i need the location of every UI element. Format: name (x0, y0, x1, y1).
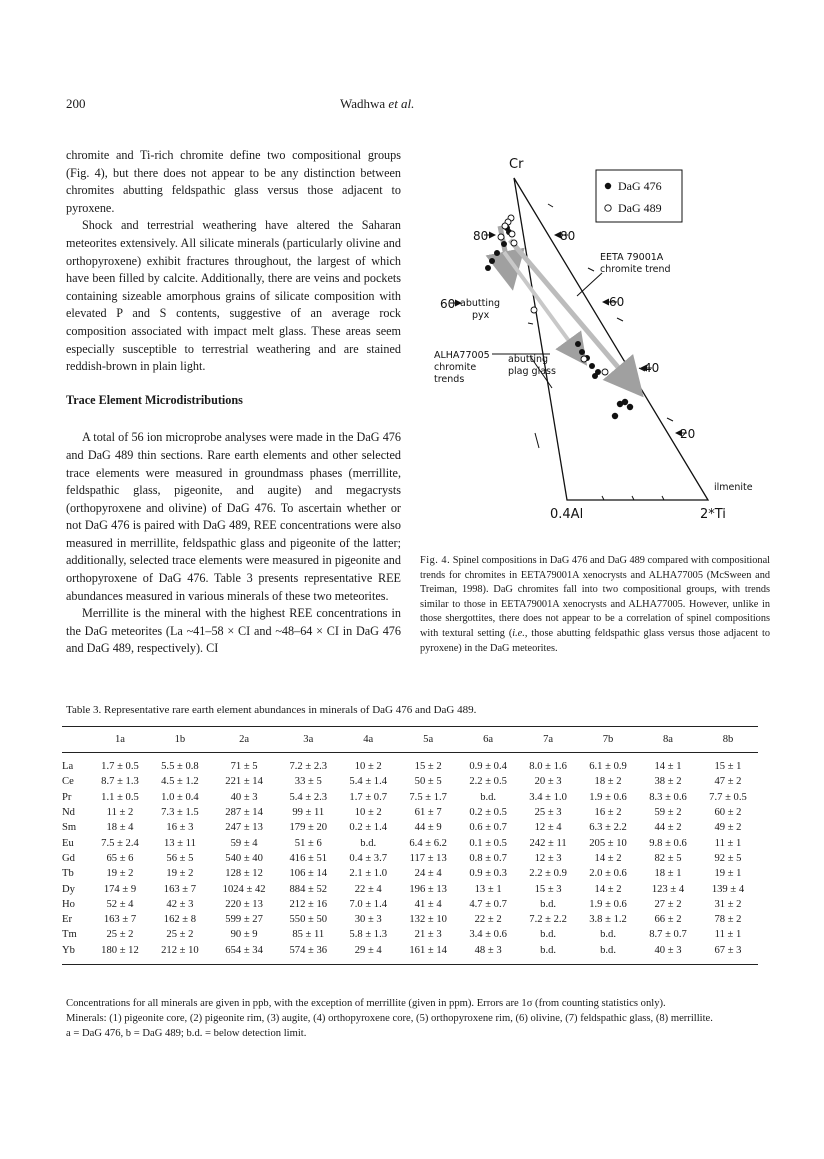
tick-label-right-20: 20 (680, 427, 696, 441)
table-cell: 14 ± 1 (654, 761, 682, 773)
table-cell: 128 ± 12 (225, 868, 263, 880)
table-cell: 0.9 ± 0.3 (469, 868, 507, 880)
ree-table-grid (62, 726, 758, 965)
table-cell: 3.4 ± 1.0 (529, 791, 567, 803)
table-header-cell: 8a (638, 727, 698, 753)
table-cell: 38 ± 2 (654, 776, 682, 788)
table-cell: 0.1 ± 0.5 (469, 837, 507, 849)
tick-label-right-80: 80 (560, 229, 576, 243)
table-cell: 19 ± 2 (166, 868, 194, 880)
table-cell: 15 ± 1 (714, 761, 742, 773)
corner-label-al: 0.4Al (550, 507, 584, 522)
label-abutting-pyx-1: abutting (460, 298, 501, 309)
table-cell: b.d. (600, 929, 616, 941)
table-cell: 92 ± 5 (714, 852, 742, 864)
table-cell: 132 ± 10 (409, 914, 447, 926)
table-cell: 22 ± 2 (474, 914, 502, 926)
table-cell: 179 ± 20 (289, 822, 328, 834)
table-cell: 0.6 ± 0.7 (469, 822, 507, 834)
table-row (62, 912, 758, 927)
tick-label-left-60: 60 (440, 297, 456, 311)
table-cell: 20 ± 3 (534, 776, 562, 788)
table-cell: 50 ± 5 (414, 776, 442, 788)
element-symbol-cell: Nd (62, 807, 75, 819)
table-cell: 65 ± 6 (106, 852, 134, 864)
table-row (62, 790, 758, 805)
table-cell: 8.0 ± 1.6 (529, 761, 567, 773)
paragraph-chromite: chromite and Ti-rich chromite define two compositional groups (Fig. 4), but there does not appear to be any distinction between chromites abutting feldspathic glass versus those adjacent to pyroxene. (66, 148, 401, 215)
table-row (62, 774, 758, 789)
left-column (66, 147, 401, 658)
table-cell: 51 ± 6 (294, 837, 322, 849)
legend-filled-marker (605, 183, 611, 189)
table-header-row (62, 727, 758, 753)
figure-caption-text-b: , those abutting feldspathic glass versus those adjacent to pyroxene) in the DaG meteorites. (420, 627, 770, 654)
table-cell: 21 ± 3 (414, 929, 442, 941)
dag489-points (498, 215, 608, 375)
table-notes (66, 996, 758, 1041)
table-caption-text: Representative rare earth element abundances in minerals of DaG 476 and DaG 489. (104, 704, 477, 716)
label-eeta-line1: EETA 79001A (600, 252, 664, 263)
table-cell: 0.2 ± 1.4 (349, 822, 388, 834)
table-cell: b.d. (480, 791, 497, 803)
table-cell: 56 ± 5 (166, 852, 194, 864)
ree-table (62, 726, 758, 965)
table-cell: b.d. (578, 943, 638, 965)
table-cell: 599 ± 27 (225, 914, 263, 926)
table-cell: 5.8 ± 1.3 (349, 929, 388, 941)
tick-label-left-80: 80 (473, 229, 489, 243)
table-cell: 61 ± 7 (414, 807, 442, 819)
element-symbol-cell: Tm (62, 929, 77, 941)
table-header-cell: 5a (398, 727, 458, 753)
table-cell: 8.7 ± 0.7 (649, 929, 687, 941)
table-cell: 15 ± 2 (414, 761, 442, 773)
table-cell: 90 ± 9 (230, 929, 258, 941)
table-cell: 884 ± 52 (289, 883, 328, 895)
table-cell: 416 ± 51 (289, 852, 328, 864)
table-cell: 5.4 ± 2.3 (289, 791, 328, 803)
table-cell: 3.8 ± 1.2 (589, 914, 627, 926)
table-row (62, 753, 758, 775)
table-row (62, 835, 758, 850)
table-cell: 5.5 ± 0.8 (161, 761, 199, 773)
table-cell: 14 ± 2 (594, 852, 622, 864)
element-symbol-cell: Eu (62, 837, 74, 849)
table-cell: 33 ± 5 (294, 776, 322, 788)
triangle-outline (514, 178, 708, 500)
table-cell: 106 ± 14 (289, 868, 328, 880)
table-cell: 7.5 ± 1.7 (409, 791, 447, 803)
table-cell: 180 ± 12 (90, 943, 150, 965)
legend-open-marker (605, 205, 611, 211)
table-cell: 9.8 ± 0.6 (649, 837, 687, 849)
table-cell: 41 ± 4 (414, 898, 442, 910)
table-caption-label: Table 3. (66, 704, 102, 716)
paragraph-ion-microprobe: A total of 56 ion microprobe analyses were made in the DaG 476 and DaG 489 thin sections. Rare earth elements and other selected trace elements were measured in groundmass phases (merrillite, feldspathic glass, pigeonite, and augite) and megacrysts (orthopyroxene and olivine) of DaG 476. To ascertain whether or not DaG 476 is paired with DaG 489, REE concentrations were also measured in merrillite, feldspathic glass and pigeonite of the latter; additionally, selected trace elements were measured in pigeonite and orthopyroxene of DaG 476. Table 3 presents representative REE abundances measured in various minerals of these two meteorites. (66, 430, 401, 603)
figure-caption (420, 554, 770, 656)
table-cell: 59 ± 2 (654, 807, 682, 819)
table-cell: 654 ± 34 (210, 943, 278, 965)
tick-label-right-40: 40 (644, 361, 660, 375)
element-symbol-cell: Pr (62, 791, 72, 803)
table-cell: 1024 ± 42 (222, 883, 266, 895)
apex-label-cr: Cr (509, 157, 524, 172)
table-header-cell: 8b (698, 727, 758, 753)
table-cell: 2.1 ± 1.0 (349, 868, 388, 880)
table-cell: 7.2 ± 2.2 (529, 914, 567, 926)
table-cell: 16 ± 3 (166, 822, 194, 834)
table-cell: 22 ± 4 (354, 883, 382, 895)
table-cell: 85 ± 11 (292, 929, 325, 941)
table-cell: 10 ± 2 (354, 761, 382, 773)
table-cell: 247 ± 13 (225, 822, 263, 834)
table-cell: 7.2 ± 2.3 (289, 761, 328, 773)
table-cell: 82 ± 5 (654, 852, 682, 864)
table-cell: 67 ± 3 (698, 943, 758, 965)
table-body (62, 753, 758, 965)
table-cell: 1.0 ± 0.4 (161, 791, 199, 803)
table-cell: 6.1 ± 0.9 (589, 761, 627, 773)
table-cell: 16 ± 2 (594, 807, 622, 819)
table-header-cell: 4a (338, 727, 398, 753)
table-cell: 1.1 ± 0.5 (101, 791, 139, 803)
table-header-cell: 2a (210, 727, 278, 753)
table-row (62, 851, 758, 866)
table-cell: 162 ± 8 (163, 914, 197, 926)
table-cell: b.d. (360, 837, 377, 849)
table-cell: 27 ± 2 (654, 898, 682, 910)
ternary-diagram (412, 148, 772, 528)
element-symbol-cell: La (62, 761, 74, 773)
table-cell: b.d. (540, 898, 557, 910)
table-cell: 196 ± 13 (409, 883, 447, 895)
table-cell: 30 ± 3 (354, 914, 382, 926)
table-cell: 1.9 ± 0.6 (589, 791, 627, 803)
table-cell: 48 ± 3 (458, 943, 518, 965)
table-cell: 44 ± 9 (414, 822, 442, 834)
table-cell: 78 ± 2 (714, 914, 742, 926)
table-cell: 6.3 ± 2.2 (589, 822, 627, 834)
table-cell: b.d. (518, 943, 578, 965)
table-cell: 4.5 ± 1.2 (161, 776, 199, 788)
section-heading: Trace Element Microdistributions (66, 392, 243, 407)
table-cell: 550 ± 50 (289, 914, 328, 926)
table-cell: 8.7 ± 1.3 (101, 776, 139, 788)
table-cell: 13 ± 1 (474, 883, 502, 895)
table-cell: 1.9 ± 0.6 (589, 898, 627, 910)
table-caption (66, 704, 476, 716)
table-cell: 1.7 ± 0.5 (101, 761, 139, 773)
table-cell: 7.0 ± 1.4 (349, 898, 388, 910)
table-cell: 12 ± 3 (534, 852, 562, 864)
table-cell: 163 ± 7 (163, 883, 197, 895)
running-title-author: Wadhwa (340, 96, 386, 111)
label-abutting-pyx-2: pyx (472, 310, 490, 321)
table-row (62, 943, 758, 965)
ternary-diagram-svg (412, 148, 772, 528)
table-cell: 60 ± 2 (714, 807, 742, 819)
table-cell: 220 ± 13 (225, 898, 263, 910)
table-cell: 4.7 ± 0.7 (469, 898, 507, 910)
table-header-cell: 7b (578, 727, 638, 753)
table-cell: 0.9 ± 0.4 (469, 761, 507, 773)
table-cell: 7.3 ± 1.5 (161, 807, 199, 819)
paragraph-merrillite: Merrillite is the mineral with the highest REE concentrations in the DaG meteorites (La ~41–58 × CI and ~48–64 × CI in DaG 476 and DaG 489, respectively). CI (66, 606, 401, 656)
table-cell: 40 ± 3 (230, 791, 258, 803)
table-cell: 123 ± 4 (651, 883, 685, 895)
table-note-minerals: Minerals: (1) pigeonite core, (2) pigeonite rim, (3) augite, (4) orthopyroxene core, (5) orthopyroxene rim, (6) olivine, (7) feldspathic glass, (8) merrillite. (66, 1013, 713, 1024)
table-cell: 174 ± 9 (103, 883, 137, 895)
table-cell: 10 ± 2 (354, 807, 382, 819)
table-cell: 287 ± 14 (225, 807, 263, 819)
table-cell: 44 ± 2 (654, 822, 682, 834)
table-note-units: Concentrations for all minerals are given in ppb, with the exception of merrillite (given in ppm). Errors are 1σ (from counting statistics only). (66, 998, 666, 1009)
label-ilmenite: ilmenite (714, 482, 753, 493)
table-cell: 25 ± 2 (106, 929, 134, 941)
table-header-cell (62, 727, 90, 753)
table-cell: 19 ± 1 (714, 868, 742, 880)
table-note-legend: a = DaG 476, b = DaG 489; b.d. = below detection limit. (66, 1028, 307, 1039)
figure-caption-ie: i.e. (512, 627, 525, 639)
table-row (62, 805, 758, 820)
table-cell: 574 ± 36 (278, 943, 338, 965)
table-cell: 205 ± 10 (589, 837, 627, 849)
eeta-trend-line (577, 273, 602, 296)
table-cell: 13 ± 11 (163, 837, 196, 849)
table-row (62, 897, 758, 912)
table-row (62, 881, 758, 896)
table-cell: 18 ± 4 (106, 822, 134, 834)
table-cell: 11 ± 1 (714, 929, 742, 941)
table-cell: 242 ± 11 (529, 837, 567, 849)
table-cell: 18 ± 2 (594, 776, 622, 788)
running-title-etal: et al. (388, 96, 415, 111)
table-cell: 7.7 ± 0.5 (709, 791, 747, 803)
table-cell: 19 ± 2 (106, 868, 134, 880)
table-row (62, 927, 758, 942)
table-cell: 52 ± 4 (106, 898, 134, 910)
tick-label-right-60: 60 (609, 295, 625, 309)
table-cell: 7.5 ± 2.4 (101, 837, 139, 849)
table-cell: 2.0 ± 0.6 (589, 868, 627, 880)
legend-dag489: DaG 489 (618, 201, 662, 215)
paragraph-weathering: Shock and terrestrial weathering have altered the Saharan meteorites extensively. All silicate minerals (particularly olivine and orthopyroxene) exhibit fractures throughout, the largest of which have been filled by calcite. Additionally, there are veins and pockets containing sizeable amorphous grains of silicate composition with elevated P and S contents, suggestive of an average rock composition associated with impact melt glass. These areas seem especially susceptible to terrestrial weathering and are stained reddish-brown in plain light. (66, 218, 401, 374)
table-cell: 2.2 ± 0.9 (529, 868, 567, 880)
table-cell: 11 ± 1 (714, 837, 742, 849)
table-header-cell: 1b (150, 727, 210, 753)
table-cell: 15 ± 3 (534, 883, 562, 895)
element-symbol-cell: Dy (62, 883, 75, 895)
element-symbol-cell: Ho (62, 898, 75, 910)
legend-dag476: DaG 476 (618, 179, 662, 193)
table-cell: 1.7 ± 0.7 (349, 791, 388, 803)
page-number: 200 (66, 96, 86, 111)
table-cell: 25 ± 2 (166, 929, 194, 941)
element-symbol-cell: Gd (62, 852, 75, 864)
running-title (340, 96, 414, 112)
table-cell: 14 ± 2 (594, 883, 622, 895)
table-header-cell: 6a (458, 727, 518, 753)
table-cell: 40 ± 3 (638, 943, 698, 965)
label-plag-1: abutting (508, 354, 549, 365)
table-cell: 25 ± 3 (534, 807, 562, 819)
label-eeta-line2: chromite trend (600, 264, 671, 275)
label-plag-2: plag glass (508, 366, 556, 377)
table-cell: 31 ± 2 (714, 898, 742, 910)
table-cell: 3.4 ± 0.6 (469, 929, 507, 941)
table-cell: 29 ± 4 (338, 943, 398, 965)
table-cell: 221 ± 14 (225, 776, 263, 788)
element-symbol-cell: Yb (62, 943, 90, 965)
table-cell: 66 ± 2 (654, 914, 682, 926)
table-cell: 18 ± 1 (654, 868, 682, 880)
table-cell: 12 ± 4 (534, 822, 562, 834)
table-cell: 540 ± 40 (225, 852, 263, 864)
element-symbol-cell: Sm (62, 822, 77, 834)
table-cell: 2.2 ± 0.5 (469, 776, 507, 788)
table-cell: 0.2 ± 0.5 (469, 807, 507, 819)
table-header-cell: 3a (278, 727, 338, 753)
figure-caption-label: Fig. 4. (420, 555, 451, 566)
label-alha-3: trends (434, 374, 465, 385)
table-cell: 5.4 ± 1.4 (349, 776, 388, 788)
table-cell: 161 ± 14 (398, 943, 458, 965)
table-cell: 212 ± 10 (150, 943, 210, 965)
table-cell: 0.8 ± 0.7 (469, 852, 507, 864)
table-cell: 24 ± 4 (414, 868, 442, 880)
table-cell: 0.4 ± 3.7 (349, 852, 388, 864)
table-row (62, 866, 758, 881)
label-alha-2: chromite (434, 362, 477, 373)
table-header-cell: 7a (518, 727, 578, 753)
table-cell: 42 ± 3 (166, 898, 194, 910)
table-cell: 99 ± 11 (292, 807, 325, 819)
table-cell: b.d. (540, 929, 557, 941)
element-symbol-cell: Tb (62, 868, 74, 880)
table-cell: 163 ± 7 (103, 914, 137, 926)
table-cell: 6.4 ± 6.2 (409, 837, 447, 849)
table-cell: 49 ± 2 (714, 822, 742, 834)
table-cell: 8.3 ± 0.6 (649, 791, 687, 803)
table-header-cell: 1a (90, 727, 150, 753)
table-cell: 59 ± 4 (230, 837, 258, 849)
corner-label-ti: 2*Ti (700, 507, 726, 522)
table-cell: 117 ± 13 (409, 852, 447, 864)
table-cell: 47 ± 2 (714, 776, 742, 788)
element-symbol-cell: Ce (62, 776, 74, 788)
table-cell: 139 ± 4 (711, 883, 745, 895)
element-symbol-cell: Er (62, 914, 72, 926)
figure-caption-text-a: Spinel compositions in DaG 476 and DaG 489 compared with compositional trends for chromites in EETA79001A xenocrysts and ALHA77005 (McSween and Treiman, 1998). DaG chromites fall into two compositional groups, with trends similar to those in EETA79001A xenocrysts and ALHA77005. However, unlike in those shergottites, there does not appear to be a correlation of spinel compositions with textural setting ( (420, 555, 771, 639)
label-alha-1: ALHA77005 (434, 350, 490, 361)
table-cell: 11 ± 2 (106, 807, 134, 819)
table-cell: 212 ± 16 (289, 898, 328, 910)
table-row (62, 820, 758, 835)
table-cell: 71 ± 5 (230, 761, 258, 773)
